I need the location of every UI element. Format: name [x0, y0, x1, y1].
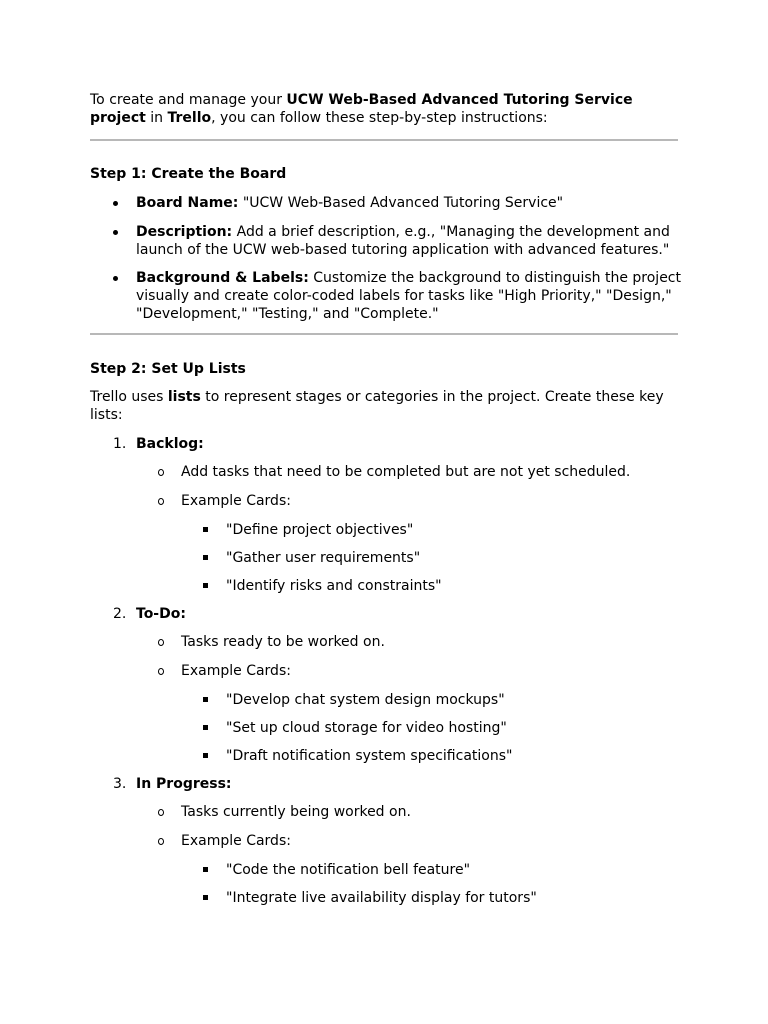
step1-item-label: Board Name: [136, 195, 239, 211]
step2-intro-text-2: to represent stages or categories in the project. Create these key lists: [90, 389, 664, 423]
step1-item-description [136, 223, 681, 259]
list-description: Tasks currently being worked on. [181, 804, 411, 820]
examples-label: Example Cards: [181, 833, 291, 849]
step1-item-board-name [136, 194, 681, 212]
square-bullet-icon [203, 753, 208, 758]
sub-bullet-icon [158, 639, 164, 646]
square-bullet-icon [203, 555, 208, 560]
examples-label: Example Cards: [181, 493, 291, 509]
divider [90, 139, 678, 141]
intro-text-3: , you can follow these step-by-step instructions: [211, 110, 548, 126]
sub-bullet-icon [158, 498, 164, 505]
list-name-in-progress: In Progress: [136, 776, 232, 792]
step1-item-label: Background & Labels: [136, 270, 309, 286]
example-card: "Identify risks and constraints" [226, 578, 442, 594]
step1-heading: Step 1: Create the Board [90, 166, 287, 182]
sub-bullet-icon [158, 469, 164, 476]
step1-item-text: Customize the background to distinguish the project visually and create color-coded labels for tasks like "High Priority," "Design," "Development," "Testing," and "Complete." [136, 270, 681, 322]
list-name-backlog: Backlog: [136, 436, 204, 452]
list-description: Add tasks that need to be completed but are not yet scheduled. [181, 464, 631, 480]
examples-label: Example Cards: [181, 663, 291, 679]
intro-tool-name: Trello [167, 110, 212, 126]
list-number: 1. [113, 436, 127, 452]
bullet-icon [113, 201, 118, 206]
step1-item-background-labels [136, 269, 681, 323]
list-description: Tasks ready to be worked on. [181, 634, 385, 650]
example-card: "Code the notification bell feature" [226, 862, 471, 878]
example-card: "Gather user requirements" [226, 550, 421, 566]
list-name-todo: To-Do: [136, 606, 186, 622]
sub-bullet-icon [158, 838, 164, 845]
example-card: "Draft notification system specifications" [226, 748, 513, 764]
square-bullet-icon [203, 867, 208, 872]
sub-bullet-icon [158, 668, 164, 675]
divider [90, 333, 678, 335]
step1-item-text: Add a brief description, e.g., "Managing the development and launch of the UCW web-based tutoring application with advanced features." [136, 224, 670, 258]
intro-project-name: UCW Web-Based Advanced Tutoring Service project [90, 92, 633, 126]
step1-item-text: "UCW Web-Based Advanced Tutoring Service" [238, 195, 564, 211]
example-card: "Set up cloud storage for video hosting" [226, 720, 507, 736]
example-card: "Develop chat system design mockups" [226, 692, 505, 708]
example-card: "Define project objectives" [226, 522, 414, 538]
intro-text-1: To create and manage your [90, 92, 287, 108]
square-bullet-icon [203, 583, 208, 588]
step2-intro-paragraph [90, 388, 680, 424]
step2-intro-text-1: Trello uses [90, 389, 168, 405]
step1-item-label: Description: [136, 224, 233, 240]
intro-paragraph [90, 91, 680, 127]
square-bullet-icon [203, 895, 208, 900]
bullet-icon [113, 276, 118, 281]
square-bullet-icon [203, 725, 208, 730]
bullet-icon [113, 230, 118, 235]
list-number: 3. [113, 776, 127, 792]
example-card: "Integrate live availability display for tutors" [226, 890, 537, 906]
step2-intro-keyword: lists [167, 389, 201, 405]
step2-heading: Step 2: Set Up Lists [90, 361, 246, 377]
sub-bullet-icon [158, 809, 164, 816]
square-bullet-icon [203, 527, 208, 532]
intro-text-2: in [145, 110, 168, 126]
square-bullet-icon [203, 697, 208, 702]
list-number: 2. [113, 606, 127, 622]
